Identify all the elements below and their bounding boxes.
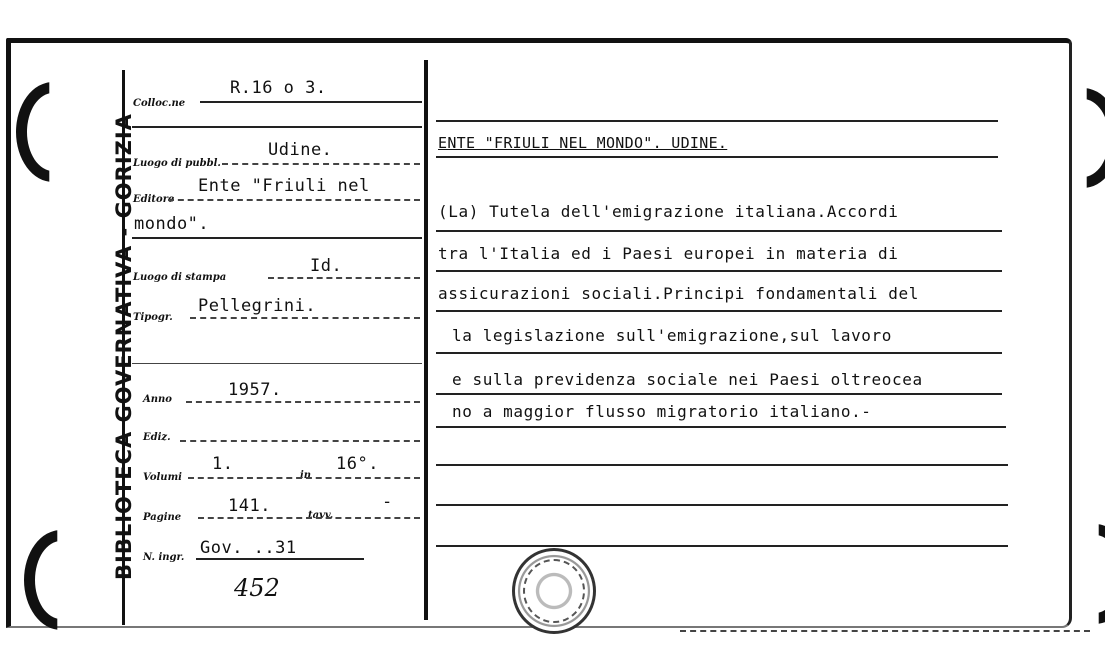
rule-volumi [188, 477, 420, 479]
rule-body-6 [436, 426, 1006, 428]
value-numero-ingresso: Gov. ..31 [200, 538, 297, 558]
left-margin-rule [122, 70, 125, 625]
rule-left-1 [132, 126, 422, 128]
rule-right-7 [436, 464, 1008, 466]
label-luogo-pubblicazione: Luogo di pubbl. [133, 158, 221, 169]
label-formato: in [300, 470, 312, 481]
rule-luogo-stampa [268, 277, 420, 279]
rule-collocazione [200, 101, 422, 103]
handwritten-number: 452 [234, 574, 280, 602]
value-luogo-pubblicazione: Udine. [268, 140, 333, 160]
value-pagine: 141. [228, 496, 271, 516]
catalog-heading: ENTE "FRIULI NEL MONDO". UDINE. [438, 134, 728, 152]
rule-body-2 [436, 270, 1002, 272]
rule-edizione [180, 440, 420, 442]
rule-right-9 [436, 545, 1008, 547]
library-seal [512, 548, 596, 634]
label-tavole: tavv. [308, 510, 334, 521]
label-numero-ingresso: N. ingr. [143, 552, 185, 563]
label-collocazione: Colloc.ne [133, 98, 186, 109]
rule-anno [186, 401, 420, 403]
value-luogo-stampa: Id. [310, 256, 343, 276]
body-line-1: (La) Tutela dell'emigrazione italiana.Accordi [438, 202, 899, 221]
value-editore: Ente "Friuli nel [198, 176, 370, 196]
body-line-2: tra l'Italia ed i Paesi europei in materia di [438, 244, 899, 263]
rule-tipografia [190, 317, 420, 319]
rule-luogo-pubblicazione [222, 163, 420, 165]
label-editore: Editore [133, 194, 175, 205]
library-stamp: BIBLIOTECA GOVERNATIVA - GORIZIA [112, 113, 136, 580]
label-luogo-stampa: Luogo di stampa [133, 272, 227, 283]
body-line-4: la legislazione sull'emigrazione,sul lavoro [452, 326, 893, 345]
rule-body-4 [436, 352, 1002, 354]
label-anno: Anno [143, 394, 172, 405]
rule-right-8 [436, 504, 1008, 506]
rule-heading [436, 156, 998, 158]
value-formato: 16°. [336, 454, 379, 474]
value-tipografia: Pellegrini. [198, 296, 317, 316]
label-pagine: Pagine [143, 512, 182, 523]
label-volumi: Volumi [143, 472, 182, 483]
body-line-5: e sulla previdenza sociale nei Paesi oltreocea [452, 370, 923, 389]
rule-left-2 [132, 363, 422, 364]
value-collocazione: R.16 o 3. [230, 78, 327, 98]
value-editore-cont: mondo". [134, 214, 210, 234]
column-divider [424, 60, 428, 620]
rule-numero-ingresso [196, 558, 364, 560]
bottom-edge-noise [680, 630, 1090, 632]
label-edizione: Ediz. [143, 432, 171, 443]
rule-body-1 [436, 230, 1002, 232]
body-line-6: no a maggior flusso migratorio italiano.- [452, 402, 872, 421]
rule-editore [168, 199, 420, 201]
value-anno: 1957. [228, 380, 282, 400]
rule-right-top [436, 120, 998, 122]
body-line-3: assicurazioni sociali.Principi fondamentali del [438, 284, 919, 303]
rule-body-3 [436, 310, 1002, 312]
rule-pagine [198, 517, 420, 519]
value-volumi: 1. [212, 454, 234, 474]
rule-editore-cont [132, 237, 422, 239]
rule-body-5 [436, 393, 1002, 395]
value-tavole: - [382, 492, 393, 512]
label-tipografia: Tipogr. [133, 312, 173, 323]
